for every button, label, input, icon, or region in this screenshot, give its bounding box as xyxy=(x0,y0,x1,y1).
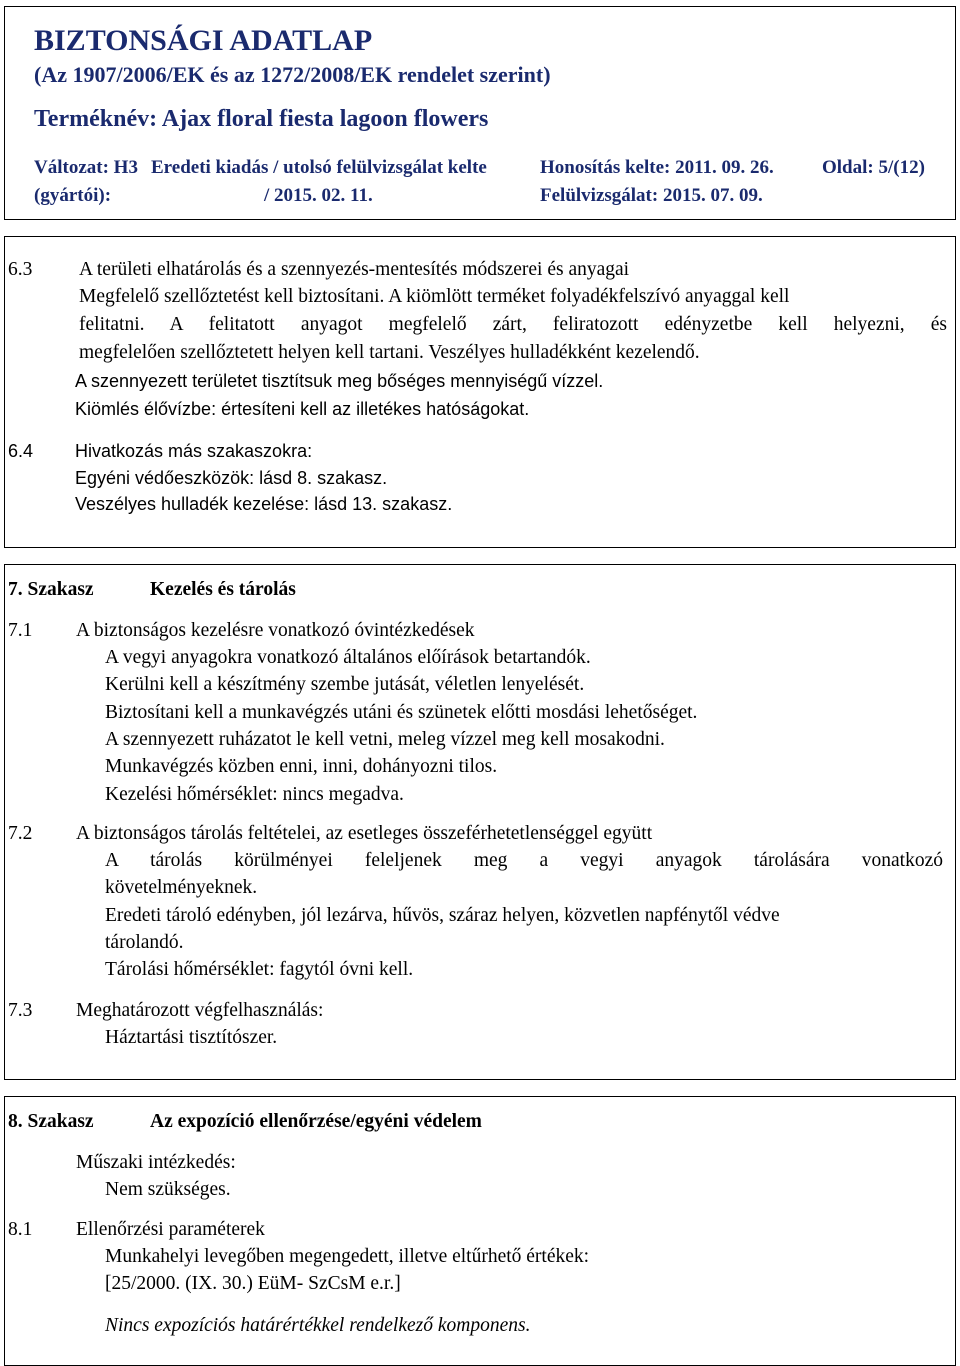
s71-line-5: Munkavégzés közben enni, inni, dohányozni tilos. xyxy=(105,756,498,777)
s81-line-1: Munkahelyi levegőben megengedett, illetve eltűrhető értékek: xyxy=(105,1246,590,1267)
s81-line-3: Nincs expozíciós határértékkel rendelkező komponens. xyxy=(105,1315,531,1336)
s8-heading-title: Az expozíció ellenőrzése/egyéni védelem xyxy=(150,1111,482,1132)
s63-line-2: felitatni. A felitatott anyagot megfelelő zárt, feliratozott edényzetbe kell helyezni, és xyxy=(79,314,947,335)
s72-line-4: tárolandó. xyxy=(105,932,184,953)
manufacturer-label: (gyártói): xyxy=(34,185,112,206)
s63-line-3: megfelelően szellőztetett helyen kell tartani. Veszélyes hulladékként kezelendő. xyxy=(79,342,700,363)
page-number: Oldal: 5/(12) xyxy=(822,157,925,178)
s71-line-1: A vegyi anyagokra vonatkozó általános előírások betartandók. xyxy=(105,647,591,668)
issue-label: Eredeti kiadás / utolsó felülvizsgálat kelte xyxy=(151,157,487,178)
validation-date: Honosítás kelte: 2011. 09. 26. xyxy=(540,157,774,178)
s8-heading-number: 8. Szakasz xyxy=(8,1111,94,1132)
s64-number: 6.4 xyxy=(8,441,34,461)
s72-title: A biztonságos tárolás feltételei, az esetleges összeférhetetlenséggel együtt xyxy=(76,823,653,844)
s73-line-1: Háztartási tisztítószer. xyxy=(105,1027,278,1048)
s72-number: 7.2 xyxy=(8,823,33,844)
s71-number: 7.1 xyxy=(8,620,33,641)
s63-number: 6.3 xyxy=(8,259,33,280)
regulation-subtitle: (Az 1907/2006/EK és az 1272/2008/EK rendelet szerint) xyxy=(34,62,551,87)
s72-line-5: Tárolási hőmérséklet: fagytól óvni kell. xyxy=(105,959,414,980)
s64-title: Hivatkozás más szakaszokra: xyxy=(75,441,313,461)
technical-measures-label: Műszaki intézkedés: xyxy=(76,1152,236,1173)
s71-line-3: Biztosítani kell a munkavégzés utáni és szünetek előtti mosdási lehetőséget. xyxy=(105,702,698,723)
product-name: Terméknév: Ajax floral fiesta lagoon flowers xyxy=(34,106,489,132)
s64-line-1: Egyéni védőeszközök: lásd 8. szakasz. xyxy=(75,468,388,488)
s73-number: 7.3 xyxy=(8,1000,33,1021)
technical-measures-value: Nem szükséges. xyxy=(105,1179,231,1200)
s71-line-2: Kerülni kell a készítmény szembe jutását, véletlen lenyelését. xyxy=(105,674,585,695)
s63-line-4: A szennyezett területet tisztítsuk meg bőséges mennyiségű vízzel. xyxy=(75,371,604,391)
s63-line-5: Kiömlés élővízbe: értesíteni kell az illetékes hatóságokat. xyxy=(75,399,530,419)
s63-line-1: Megfelelő szellőztetést kell biztosítani. A kiömlött terméket folyadékfelszívó anyaggal kell xyxy=(79,286,790,307)
s73-title: Meghatározott végfelhasználás: xyxy=(76,1000,324,1021)
s64-line-2: Veszélyes hulladék kezelése: lásd 13. szakasz. xyxy=(75,494,453,514)
review-date: Felülvizsgálat: 2015. 07. 09. xyxy=(540,185,763,206)
s71-line-6: Kezelési hőmérséklet: nincs megadva. xyxy=(105,784,404,805)
s71-title: A biztonságos kezelésre vonatkozó óvintézkedések xyxy=(76,620,475,641)
s7-heading-title: Kezelés és tárolás xyxy=(150,579,296,600)
s72-line-1: A tárolás körülményei feleljenek meg a vegyi anyagok tárolására vonatkozó xyxy=(105,850,943,871)
version-label: Változat: H3 xyxy=(34,157,138,178)
document-title: BIZTONSÁGI ADATLAP xyxy=(34,24,373,57)
s81-line-2: [25/2000. (IX. 30.) EüM- SzCsM e.r.] xyxy=(105,1273,401,1294)
issue-value: / 2015. 02. 11. xyxy=(264,185,373,206)
s81-title: Ellenőrzési paraméterek xyxy=(76,1219,265,1240)
s81-number: 8.1 xyxy=(8,1219,33,1240)
s72-line-2: követelményeknek. xyxy=(105,877,258,898)
s72-line-3: Eredeti tároló edényben, jól lezárva, hűvös, száraz helyen, közvetlen napfénytől védve xyxy=(105,905,780,926)
s71-line-4: A szennyezett ruházatot le kell vetni, meleg vízzel meg kell mosakodni. xyxy=(105,729,665,750)
s7-heading-number: 7. Szakasz xyxy=(8,579,94,600)
s63-title: A területi elhatárolás és a szennyezés-mentesítés módszerei és anyagai xyxy=(79,259,630,280)
